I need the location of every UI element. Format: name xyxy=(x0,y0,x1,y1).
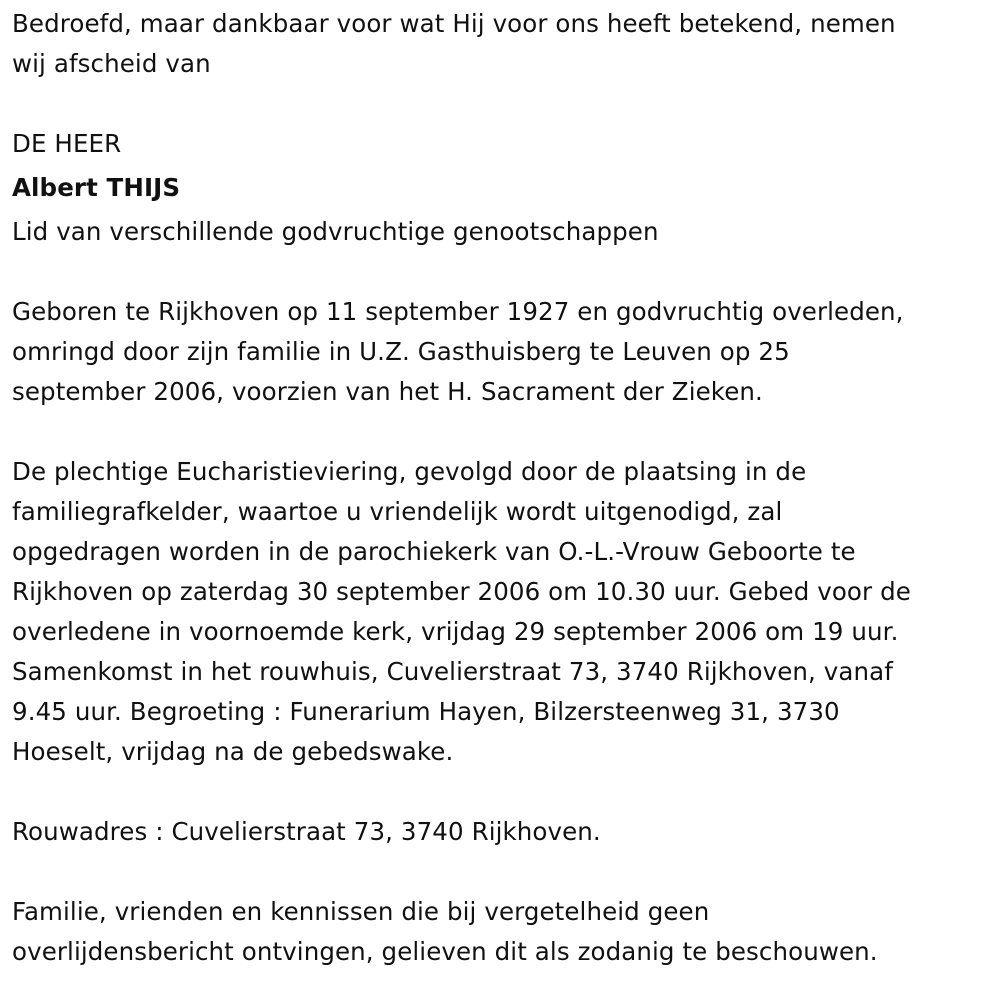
closing-text: Familie, vrienden en kennissen die bij vergetelheid geen overlijdensbericht ontvingen, gelieven dit als zodanig te beschouwen. xyxy=(12,897,878,966)
spacer xyxy=(12,412,987,452)
honorific-title: DE HEER xyxy=(12,129,122,158)
membership-line: Lid van verschillende godvruchtige genootschappen xyxy=(12,217,659,246)
obituary-notice xyxy=(12,4,987,972)
ceremony-text: De plechtige Eucharistieviering, gevolgd door de plaatsing in de familiegrafkelder, waartoe u vriendelijk wordt uitgenodigd, zal opgedragen worden in de parochiekerk van O.-L.-Vrouw Geboorte te Rijkhoven op zaterdag 30 september 2006 om 10.30 uur. Gebed voor de overledene in voornoemde kerk, vrijdag 29 september 2006 om 19 uur. Samenkomst in het rouwhuis, Cuvelierstraat 73, 3740 Rijkhoven, vanaf 9.45 uur. Begroeting : Funerarium Hayen, Bilzersteenweg 31, 3730 Hoeselt, vrijdag na de gebedswake. xyxy=(12,457,911,766)
spacer xyxy=(12,852,987,892)
spacer xyxy=(12,84,987,124)
spacer xyxy=(12,772,987,812)
deceased-name: Albert THIJS xyxy=(12,173,181,202)
spacer xyxy=(12,252,987,292)
birth-death-text: Geboren te Rijkhoven op 11 september 1927 en godvruchtig overleden, omringd door zijn familie in U.Z. Gasthuisberg te Leuven op 25 september 2006, voorzien van het H. Sacrament der Zieken. xyxy=(12,297,904,406)
intro-text: Bedroefd, maar dankbaar voor wat Hij voor ons heeft betekend, nemen wij afscheid van xyxy=(12,9,896,78)
mourning-address: Rouwadres : Cuvelierstraat 73, 3740 Rijkhoven. xyxy=(12,817,601,846)
